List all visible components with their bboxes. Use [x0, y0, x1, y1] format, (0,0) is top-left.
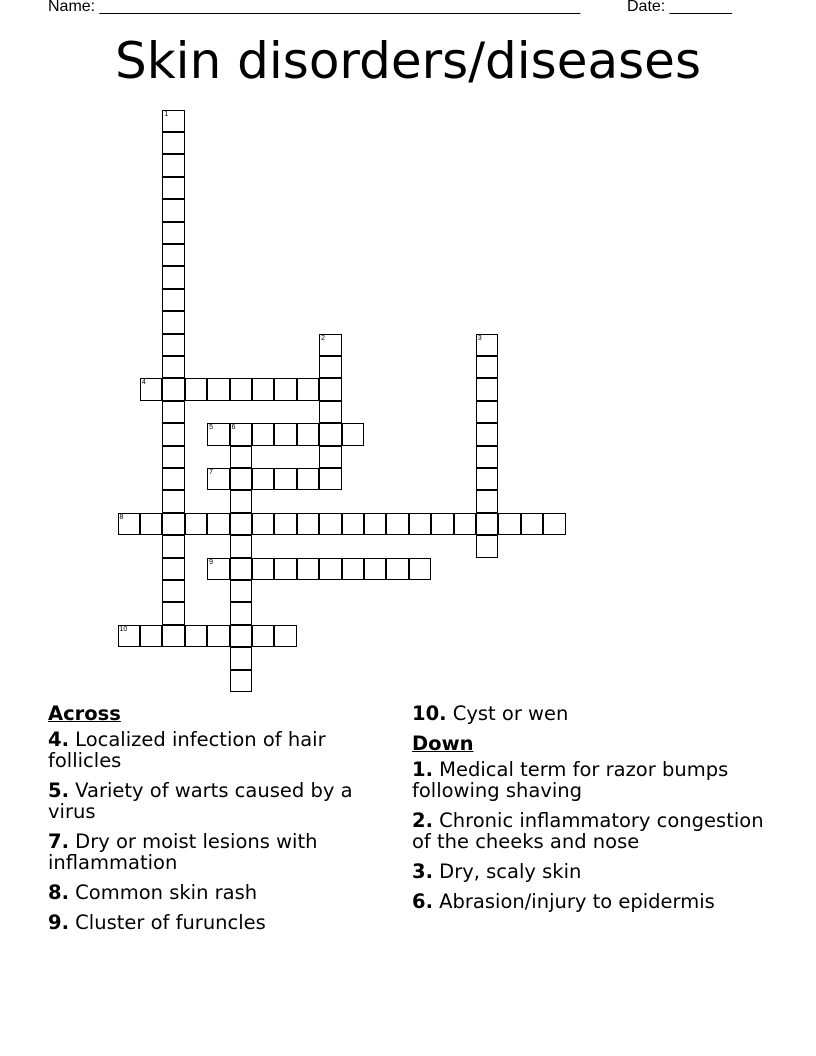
clue-text: Cyst or wen — [446, 702, 569, 725]
grid-cell[interactable] — [230, 490, 253, 513]
grid-cell[interactable] — [162, 199, 185, 222]
grid-cell[interactable] — [230, 378, 253, 401]
clue-text: Cluster of furuncles — [68, 911, 266, 934]
grid-cell[interactable] — [476, 401, 499, 424]
grid-cell[interactable] — [476, 535, 499, 558]
cell-number: 7 — [209, 468, 213, 476]
grid-cell[interactable] — [185, 625, 208, 648]
cell-number: 3 — [477, 334, 482, 342]
grid-cell[interactable] — [185, 513, 208, 536]
clue-text: Variety of warts caused by a virus — [48, 779, 353, 823]
grid-cell[interactable] — [409, 513, 432, 536]
grid-cell[interactable] — [476, 446, 499, 469]
grid-cell[interactable] — [476, 468, 499, 491]
grid-cell[interactable] — [162, 132, 185, 155]
grid-cell[interactable] — [230, 468, 253, 491]
grid-cell[interactable] — [162, 468, 185, 491]
clue-down-6 — [412, 891, 782, 912]
clue-number: 3. — [412, 860, 433, 883]
clue-number: 7. — [48, 830, 69, 853]
grid-cell[interactable] — [476, 490, 499, 513]
grid-cell[interactable] — [230, 602, 253, 625]
grid-cell[interactable] — [476, 356, 499, 379]
grid-cell[interactable] — [162, 177, 185, 200]
clue-text: Chronic inflammatory congestion of the cheeks and nose — [412, 809, 764, 853]
down-clue-list — [412, 703, 782, 921]
grid-cell[interactable] — [162, 625, 185, 648]
grid-cell[interactable] — [364, 558, 387, 581]
grid-cell[interactable] — [252, 468, 275, 491]
grid-cell[interactable] — [230, 446, 253, 469]
clue-across-5 — [48, 780, 388, 822]
grid-cell[interactable] — [162, 266, 185, 289]
clue-number: 5. — [48, 779, 69, 802]
grid-cell[interactable] — [207, 625, 230, 648]
grid-cell[interactable] — [319, 558, 342, 581]
grid-cell[interactable] — [162, 513, 185, 536]
grid-cell[interactable] — [252, 625, 275, 648]
grid-cell[interactable] — [274, 558, 297, 581]
grid-cell[interactable] — [185, 378, 208, 401]
grid-cell[interactable] — [162, 378, 185, 401]
grid-cell[interactable] — [319, 334, 342, 357]
grid-cell[interactable] — [230, 535, 253, 558]
clue-text: Abrasion/injury to epidermis — [432, 890, 715, 913]
grid-cell[interactable] — [252, 513, 275, 536]
grid-cell[interactable] — [476, 423, 499, 446]
cell-number: 5 — [209, 424, 213, 432]
grid-cell[interactable] — [140, 513, 163, 536]
clue-down-1 — [412, 759, 782, 801]
grid-cell[interactable] — [230, 647, 253, 670]
clue-number: 9. — [48, 911, 69, 934]
grid-cell[interactable] — [319, 468, 342, 491]
grid-cell[interactable] — [162, 356, 185, 379]
clue-across-7 — [48, 831, 388, 873]
clue-number: 8. — [48, 881, 69, 904]
clue-number: 1. — [412, 758, 433, 781]
page-title: Skin disorders/diseases — [114, 32, 701, 90]
grid-cell[interactable] — [230, 513, 253, 536]
grid-cell[interactable] — [274, 468, 297, 491]
grid-cell[interactable] — [162, 334, 185, 357]
grid-cell[interactable] — [342, 513, 365, 536]
grid-cell[interactable] — [162, 580, 185, 603]
grid-cell[interactable] — [162, 244, 185, 267]
grid-cell[interactable] — [476, 378, 499, 401]
grid-cell[interactable] — [409, 558, 432, 581]
grid-cell[interactable] — [252, 378, 275, 401]
grid-cell[interactable] — [162, 602, 185, 625]
cell-number: 4 — [141, 379, 146, 387]
clue-text: Common skin rash — [68, 881, 258, 904]
grid-cell[interactable] — [140, 378, 163, 401]
across-clue-list — [48, 703, 388, 942]
cell-number: 2 — [321, 334, 325, 342]
grid-cell[interactable] — [162, 558, 185, 581]
grid-cell[interactable] — [162, 401, 185, 424]
grid-cell[interactable] — [140, 625, 163, 648]
cell-number: 1 — [164, 110, 169, 118]
grid-cell[interactable] — [274, 378, 297, 401]
grid-cell[interactable] — [207, 423, 230, 446]
grid-cell[interactable] — [162, 490, 185, 513]
clue-across-8 — [48, 882, 388, 903]
name-field-label: Name: ______________________________________________________ — [48, 0, 581, 15]
grid-cell[interactable] — [342, 423, 365, 446]
grid-cell[interactable] — [297, 513, 320, 536]
cell-number: 6 — [231, 424, 236, 432]
grid-cell[interactable] — [207, 378, 230, 401]
grid-cell[interactable] — [207, 513, 230, 536]
grid-cell[interactable] — [230, 423, 253, 446]
clue-across-9 — [48, 912, 388, 933]
grid-cell[interactable] — [386, 513, 409, 536]
grid-cell[interactable] — [342, 558, 365, 581]
grid-cell[interactable] — [230, 580, 253, 603]
grid-cell[interactable] — [230, 670, 253, 693]
grid-cell[interactable] — [207, 468, 230, 491]
date-field-label: Date: _______ — [627, 0, 732, 15]
grid-cell[interactable] — [207, 558, 230, 581]
clue-number: 2. — [412, 809, 433, 832]
grid-cell[interactable] — [476, 334, 499, 357]
grid-cell[interactable] — [118, 625, 141, 648]
grid-cell[interactable] — [162, 535, 185, 558]
grid-cell[interactable] — [386, 558, 409, 581]
clue-text: Medical term for razor bumps following shaving — [412, 758, 729, 802]
grid-cell[interactable] — [230, 558, 253, 581]
grid-cell[interactable] — [162, 222, 185, 245]
grid-cell[interactable] — [319, 446, 342, 469]
grid-cell[interactable] — [252, 423, 275, 446]
grid-cell[interactable] — [319, 423, 342, 446]
grid-cell[interactable] — [364, 513, 387, 536]
grid-cell[interactable] — [476, 513, 499, 536]
cell-number: 10 — [119, 625, 128, 633]
grid-cell[interactable] — [454, 513, 477, 536]
grid-cell[interactable] — [297, 423, 320, 446]
grid-cell[interactable] — [162, 311, 185, 334]
across-heading: Across — [48, 702, 121, 725]
grid-cell[interactable] — [319, 401, 342, 424]
clue-down-3 — [412, 861, 782, 882]
clue-text: Dry, scaly skin — [432, 860, 582, 883]
grid-cell[interactable] — [162, 423, 185, 446]
grid-cell[interactable] — [431, 513, 454, 536]
grid-cell[interactable] — [319, 513, 342, 536]
grid-cell[interactable] — [297, 468, 320, 491]
grid-cell[interactable] — [297, 558, 320, 581]
grid-cell[interactable] — [297, 378, 320, 401]
grid-cell[interactable] — [543, 513, 566, 536]
grid-cell[interactable] — [230, 625, 253, 648]
clue-down-2 — [412, 810, 782, 852]
cell-number: 8 — [119, 513, 124, 521]
clue-across-10 — [412, 703, 782, 724]
grid-cell[interactable] — [118, 513, 141, 536]
grid-cell[interactable] — [521, 513, 544, 536]
clue-number: 4. — [48, 728, 69, 751]
grid-cell[interactable] — [274, 513, 297, 536]
clue-across-4 — [48, 729, 388, 771]
down-heading: Down — [412, 732, 474, 755]
grid-cell[interactable] — [319, 378, 342, 401]
grid-cell[interactable] — [274, 625, 297, 648]
cell-number: 9 — [209, 558, 213, 566]
grid-cell[interactable] — [162, 110, 185, 133]
clue-number: 6. — [412, 890, 433, 913]
clue-text: Dry or moist lesions with inflammation — [48, 830, 318, 874]
grid-cell[interactable] — [162, 289, 185, 312]
grid-cell[interactable] — [162, 154, 185, 177]
grid-cell[interactable] — [252, 558, 275, 581]
grid-cell[interactable] — [274, 423, 297, 446]
grid-cell[interactable] — [498, 513, 521, 536]
grid-cell[interactable] — [162, 446, 185, 469]
clue-number: 10. — [412, 702, 447, 725]
clue-text: Localized infection of hair follicles — [48, 728, 326, 772]
grid-cell[interactable] — [319, 356, 342, 379]
